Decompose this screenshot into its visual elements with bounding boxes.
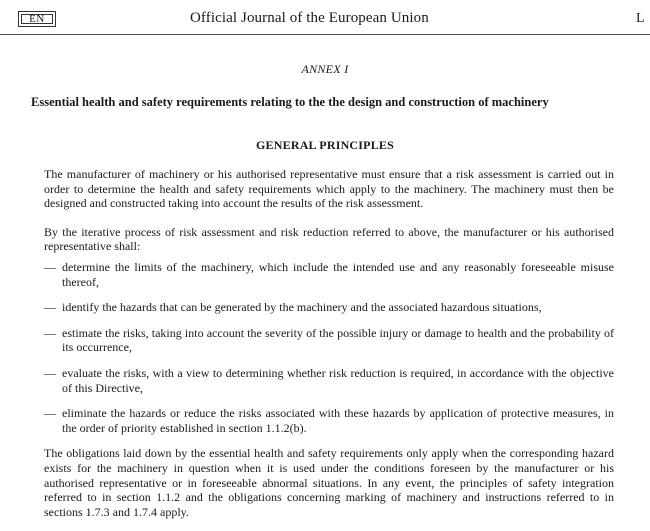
list-item-text: determine the limits of the machinery, which include the intended use and any reasonably foreseeable misuse thereof, — [62, 259, 614, 289]
list-item-text: evaluate the risks, with a view to determining whether risk reduction is required, in accordance with the objective of this Directive, — [62, 365, 614, 395]
dash-marker: — — [44, 365, 56, 380]
dash-marker: — — [44, 406, 56, 421]
section-heading: GENERAL PRINCIPLES — [256, 138, 394, 152]
list-item — [44, 406, 614, 435]
paragraph-iterative-process: By the iterative process of risk assessment and risk reduction referred to above, the manufacturer or his authorised representative shall: — [44, 224, 614, 254]
dash-marker: — — [44, 300, 56, 315]
language-badge: EN — [18, 11, 56, 27]
list-item — [44, 260, 614, 289]
list-item-text: estimate the risks, taking into account the severity of the possible injury or damage to health and the probability of its occurrence, — [62, 325, 614, 355]
list-item-text: eliminate the hazards or reduce the risks associated with these hazards by application of protective measures, in the order of priority established in section 1.1.2(b). — [62, 406, 614, 435]
paragraph-obligations: The obligations laid down by the essential health and safety requirements only apply when the corresponding hazard exists for the machinery in question when it is used under the conditions foreseen by the manufacturer or his authorised representative or in foreseeable abnormal situations. In any event, the principles of safety integration referred to in section 1.1.2 and the obligations concerning marking of machinery and instructions referred to in sections 1.7.3 and 1.7.4 apply. — [44, 446, 614, 519]
list-item-text: identify the hazards that can be generated by the machinery and the associated hazardous situations, — [62, 300, 542, 315]
list-item — [44, 326, 614, 355]
dash-marker: — — [44, 325, 56, 340]
journal-title: Official Journal of the European Union — [190, 10, 429, 26]
document-body — [44, 167, 614, 519]
list-item — [44, 366, 614, 395]
series-letter: L — [636, 11, 645, 26]
paragraph-risk-assessment: The manufacturer of machinery or his authorised representative must ensure that a risk assessment is carried out in order to determine the health and safety requirements which apply to the machinery. The machinery must then be designed and constructed taking into account the results of the risk assessment. — [44, 167, 614, 211]
obligations-list — [44, 260, 614, 435]
list-item — [44, 300, 614, 315]
document-title: Essential health and safety requirements relating to the the design and construction of machinery — [31, 95, 549, 109]
dash-marker: — — [44, 259, 56, 274]
journal-header — [0, 0, 650, 35]
annex-label: ANNEX I — [301, 62, 349, 76]
